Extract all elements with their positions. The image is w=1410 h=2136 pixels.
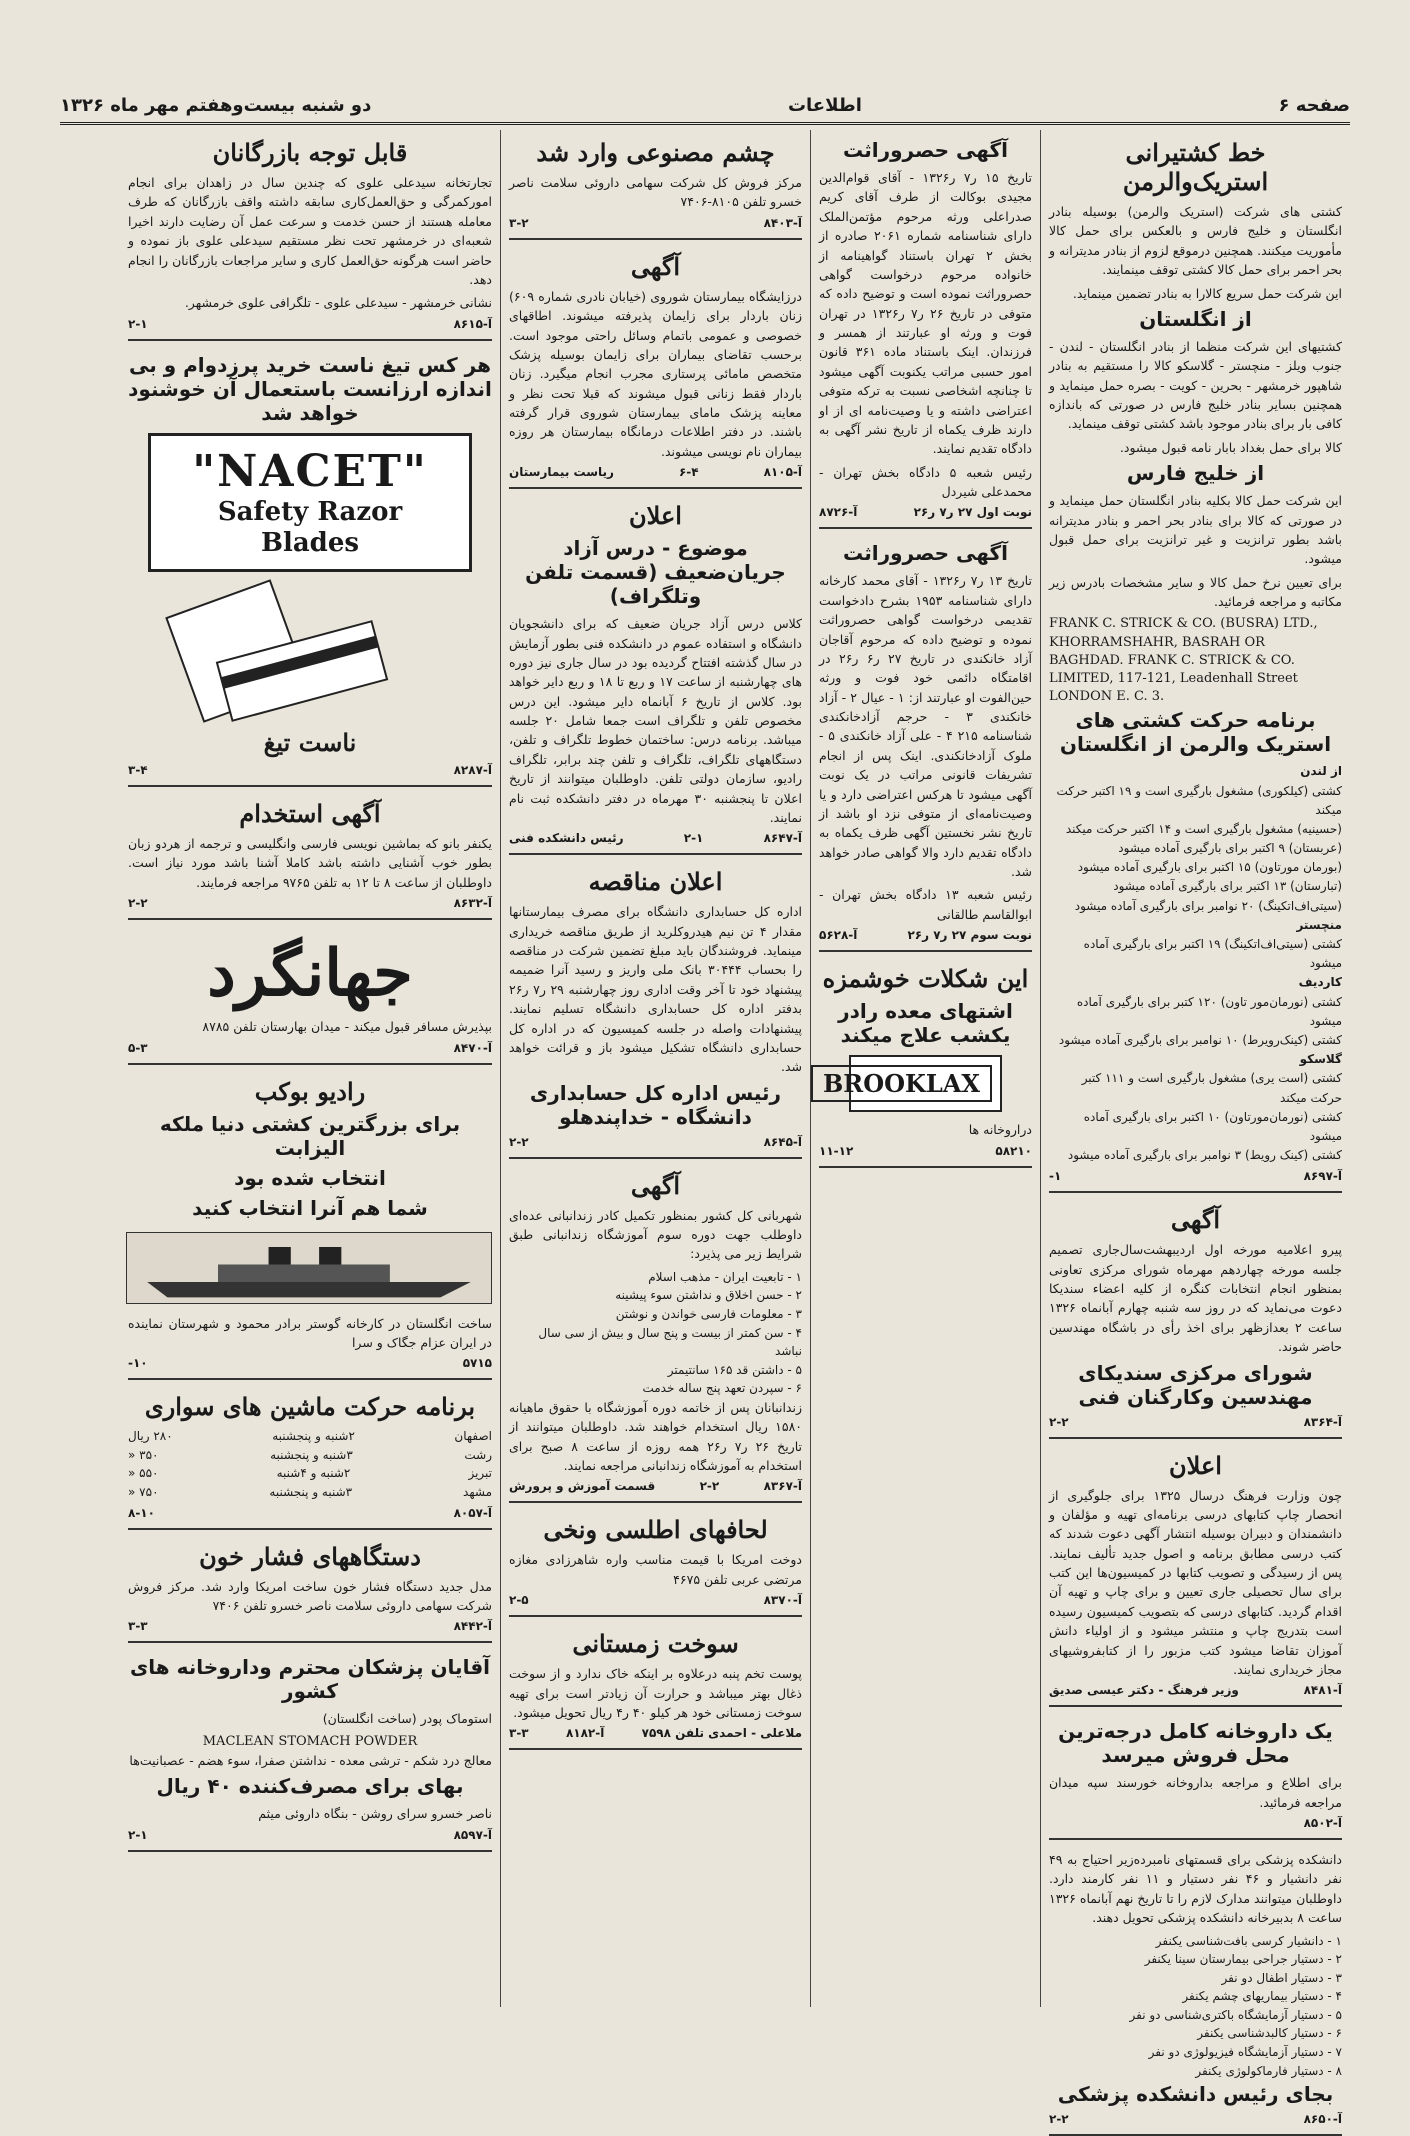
ref-code: آ-۸۱۸۲: [565, 1726, 605, 1741]
schedule-line: (سیتی‌اف‌اتکینگ) ۲۰ نوامبر برای بارگیری آماده میشود: [1074, 898, 1342, 913]
nacet-line-2: Blades: [260, 527, 360, 558]
pharmacy-title: یک داروخانه کامل درجه‌ترین محل فروش میرسد: [1058, 1719, 1333, 1768]
ref-code: ۵۷۱۵: [462, 1356, 492, 1371]
exam-body-2: زندانبانان پس از خاتمه دوره آموزشگاه با حقوق ماهیانه ۱۵۸۰ ریال استخدام خواهند شد. داوطلبان میتوانند از تاریخ ۲۶ ر۷ ر۲۶ همه روزه از ساعت ۸ صبح برای استخدام به آموزشگاه زندانبانی مراجعه نمایند.: [509, 1399, 802, 1474]
nacet-fa: ناست تیغ: [263, 728, 357, 757]
ref-run: ۲-۱: [128, 1827, 148, 1842]
bus-schedule-ad: [128, 1384, 492, 1529]
column-4: [120, 130, 500, 2007]
job-title: آگهی استخدام: [239, 799, 381, 828]
column-2: [810, 130, 1040, 2007]
ad-ref: [509, 831, 802, 845]
ref-code: آ-۸۶۵۰: [1303, 2112, 1342, 2127]
blanket-ad: [509, 1507, 802, 1617]
fuel-body: پوست تخم پنبه درعلاوه بر اینکه خاک ندارد و از سوخت ذغال بهتر میباشد و حرارت آن زیادتر است برای تهیه سوخت زمستانی خود هر کیلو ۴۰ ر۴ ریال تحویل میشود.: [509, 1666, 802, 1720]
candy-title: این شکلات خوشمزه: [822, 964, 1029, 994]
ref-code: آ-۸۴۴۲: [453, 1619, 492, 1634]
ad-ref: [128, 1828, 492, 1842]
from-persian-gulf: از خلیج فارس: [1126, 461, 1265, 486]
maclean-title: آقایان پزشکان محترم وداروخانه های کشور: [129, 1655, 491, 1704]
maclean-ad: [128, 1647, 492, 1851]
bazaar-title: قابل توجه بازرگانان: [212, 138, 408, 167]
bus-city: رشت: [464, 1447, 492, 1462]
announce-body: چون وزارت فرهنگ درسال ۱۳۲۵ برای جلوگیری از انحصار چاپ کتابهای درسی برنامه‌ای تهیه و مؤلفان و دانشمندان و دبیران بوسیله انتشار آگهی دعوت شدند که کتب درسی مطابق برنامه و اصول جدید تألیف نمایند. پس از رسیدگی و تصویب کتابها در کمیسیون‌ها این کتب برای سال تحصیلی جاری تعیین و برای چاپ و تهیه آن اقدام گردید. کتابهای درسی که بتصویب کمیسیون رسیده است بتدریج چاپ و منتشر میشود و از اولیاء دانش آموزان تقاضا میشود کتب مزبور را از کتابفروشیهای مجاز خریداری نمایند.: [1049, 1487, 1342, 1677]
exam-body: شهربانی کل کشور بمنظور تکمیل کادر زندانبانی عده‌ای داوطلب جهت دوره سوم آموزشگاه زندانبانی طبق شرایط زیر می پذیرد:: [509, 1207, 802, 1262]
bus-title: برنامه حرکت ماشین های سواری: [144, 1392, 476, 1422]
notice-sign: شورای مرکزی سندیکای مهندسین وکارگنان فنی: [1078, 1360, 1313, 1409]
course-sign: رئیس دانشکده فنی: [509, 831, 624, 846]
artificial-eye-ad: [509, 130, 802, 240]
list-item: ۱ - دانشیار کرسی بافت‌شناسی یکنفر: [1155, 1933, 1342, 1948]
maclean-body: معالج درد شکم - ترشی معده - نداشتن صفرا، سوء هضم - عصبانیت‌ها: [129, 1752, 492, 1768]
strick-p2: این شرکت حمل سریع کالارا به بنادر تضمین مینماید.: [1072, 285, 1342, 301]
strick-p4: کالا برای حمل بغداد بابار نامه قبول میشود.: [1119, 439, 1342, 455]
ref-run: ۲-۵: [509, 1593, 529, 1608]
column-3: [500, 130, 810, 2007]
ref-run: ۲-۲: [1049, 1414, 1069, 1429]
brooklax-brand: BROOKLAX: [811, 1065, 992, 1102]
ad-ref: [128, 1356, 492, 1370]
university-sign: بجای رئیس دانشکده پزشکی: [1057, 2082, 1334, 2107]
bus-days: ۳شنبه و پنجشنبه: [269, 1485, 353, 1500]
ref-code: آ-۸۳۶۷: [763, 1479, 802, 1494]
ad-ref: [1049, 1169, 1342, 1183]
strick-line-ad: [1049, 130, 1342, 1193]
bus-days: ۳شنبه و پنجشنبه: [270, 1447, 353, 1462]
ref-code: آ-۸۴۸۱: [1303, 1683, 1342, 1698]
table-row: [128, 1446, 492, 1465]
brooklax-ad: [819, 956, 1032, 1167]
nacet-logo-box: [148, 433, 472, 572]
table-row: [128, 1464, 492, 1483]
ref-code: ۵۸۲۱۰: [995, 1143, 1032, 1158]
ref-run: ۲-۲: [128, 896, 148, 911]
strick-address-en: FRANK C. STRICK & CO. (BUSRA) LTD., KHORRAMSHAHR, BASRAH OR BAGHDAD. FRANK C. STRICK & CO. LIMITED, 117-121, Leadenhall Street LONDON E. C. 3.: [1049, 616, 1318, 705]
list-item: ۷ - دستیار آزمایشگاه فیزیولوژی دو نفر: [1148, 2045, 1342, 2060]
ref-run: ۵-۳: [128, 1040, 148, 1055]
maclean-price: بهای برای مصرف‌کننده ۴۰ ریال: [156, 1774, 464, 1799]
list-item: ۲ - حسن اخلاق و نداشتن سوء پیشینه: [615, 1288, 802, 1303]
ref-run: ۱۱-۱۲: [819, 1143, 854, 1158]
schedule-line: (تبارستان) ۱۳ اکتبر برای بارگیری آماده میشود: [1113, 879, 1342, 894]
ref-run: ۳-۳: [128, 1619, 148, 1634]
ref-run: ۲-۱: [683, 831, 704, 846]
table-row: [128, 1483, 492, 1502]
masthead: [60, 88, 1350, 125]
nacet-razor-ad: [128, 345, 492, 787]
hosp-title: آگهی: [630, 251, 681, 281]
tender-sign: رئیس اداره کل حسابداری دانشگاه - خداپندهلو: [529, 1080, 782, 1129]
cardiff: کاردیف: [1298, 975, 1342, 990]
ad-ref: [128, 1619, 492, 1633]
schedule-title: برنامه حرکت کشتی های استریک والرمن از انگلستان: [1059, 708, 1332, 757]
court1-body: تاریخ ۱۵ ر۷ ر۱۳۲۶ - آقای قوام‌الدین مجیدی بوکالت از طرف آقای کریم صدراعلی ورثه مرحوم مؤتمن‌الملک دارای شناسنامه شماره ۲۰۶۱ صادره از بخش ۲ تهران باستناد گواهینامه از خانواده مرحوم درخواست گواهی حصروراثت نموده است و توضیح داده که متوفی در تاریخ ۲۶ ر۷ ر۱۳۲۶ در تهران فوت و ورثه او عبارتند از همسر و فرزندان. اینک باستناد ماده ۳۶۱ قانون امور حسبی مراتب یکنوبت آگهی میشود تا چنانچه اشخاصی نسبت به ترکه متوفی اعتراضی داشته و یا وصیت‌نامه ای از او دارند ظرف یکماه از تاریخ نشر آگهی به دادگاه تقدیم نمایند.: [819, 170, 1032, 457]
from-england: از انگلستان: [1139, 306, 1252, 331]
paper-name: اطلاعات: [787, 94, 862, 116]
bus-price: ۷۵۰ «: [128, 1485, 159, 1500]
notice-body: پیرو اعلامیه مورخه اول اردیبهشت‌سال‌جاری تصمیم جلسه مورخه چهاردهم مهرماه شورای مرکزی تعاونی بمنظور انجام انتخابات کنگره از کلیه اعضاء سندیکا دعوت می‌نماید که در روز سه شنبه چهارم آبانماه ۱۳۲۶ ساعت ۲ بعدازظهر برای اخذ رأی در باشگاه مهندسین حاضر شوند.: [1049, 1242, 1342, 1355]
ref-code: آ-۸۶۹۷: [1303, 1169, 1342, 1184]
ref-code: آ-۸۳۷۰: [763, 1593, 802, 1608]
ad-ref: [128, 896, 492, 910]
jahangard-ad: [128, 924, 492, 1064]
radio-title: رادیو بوکب: [254, 1076, 366, 1106]
list-item: ۵ - دستیار آزمایشگاه باکتری‌شناسی دو نفر: [1129, 2007, 1342, 2022]
ad-ref: [1049, 2112, 1342, 2126]
ref-run: ۲-۲: [699, 1479, 720, 1494]
ship-illustration: [126, 1232, 492, 1304]
court2-title: آگهی حصروراثت: [843, 541, 1008, 566]
ad-ref: [819, 505, 1032, 519]
ad-ref: [819, 928, 1032, 942]
ad-ref: [509, 1726, 802, 1740]
bazaar-body: تجارتخانه سیدعلی علوی که چندین سال در زاهدان برای انجام امورکمرگی و حق‌العمل‌کاری سابقه داشته واقف بازرگانان که طرف معامله هستند از حسن خدمت و سرعت عمل آن رضایت دارند اخیرا شعبه‌ای در خرمشهر تحت نظر مستقیم سیدعلی علوی باز نموده و حاضر است هرگونه حق‌العمل کاری و سایر مراجعات بازرگانان را انجام دهد.: [128, 175, 492, 287]
bus-city: اصفهان: [454, 1429, 492, 1444]
issue-date: دو شنبه بیست‌وهفتم مهر ماه ۱۳۲۶: [60, 94, 372, 116]
ad-ref: [509, 216, 802, 230]
ad-ref: [509, 465, 802, 479]
course-body: کلاس درس آزاد جریان ضعیف که برای دانشجویان دانشگاه و استفاده عموم در دانشکده فنی بطور آزمایش در سال گذشته افتتاح گردیده بود در سال جاری نیز دوره های چهارشنبه از ساعت ۱۷ و ربع تا ۱۸ و ربع دایر خواهد بود. کلاس از تاریخ ۶ آبانماه دایر میشود. این درس مخصوص تلفن و تلگراف است جمعا شامل ۲۰ جلسه میباشد. برنامه درس: ساختمان خطوط تلگراف و تلفن، دستگاههای تلگراف، تلگراف و تلفن چند برابر، تلگراف رادیو، سازمان دولتی تلفن. داوطلبان میتوانند از تاریخ اعلان تا پنجشنبه ۳۰ مهرماه در دفتر دانشکده ثبت نام نمایند.: [509, 616, 803, 825]
schedule-line: کشتی (نورمان‌مور تاون) ۱۲۰ کتبر برای بارگیری آماده میشود: [1076, 994, 1342, 1028]
tender-title: اعلان مناقصه: [588, 867, 723, 897]
from-london: از لندن: [1300, 764, 1342, 779]
column-1: [1040, 130, 1350, 2127]
list-item: ۲ - دستیار جراحی بیمارستان سینا یکنفر: [1144, 1952, 1342, 1967]
list-item: ۵ - داشتن قد ۱۶۵ سانتیمتر: [667, 1362, 802, 1377]
ref-run: ۳-۲: [509, 215, 529, 230]
ad-ref: [1049, 1415, 1342, 1429]
court2-sign: رئیس شعبه ۱۳ دادگاه بخش تهران - ابوالقاسم طالقانی: [819, 887, 1032, 922]
ref-code: آ-۸۴۷۰: [453, 1040, 492, 1055]
nacet-slogan: هر کس تیغ ناست خرید پرزدوام و بی اندازه ارزانست باستعمال آن خوشنود خواهد شد: [128, 352, 492, 425]
ref-date: نوبت اول ۲۷ ر۷ ر۲۶: [913, 505, 1032, 520]
announce-title: اعلان: [1169, 1450, 1222, 1480]
court-notice-1: [819, 130, 1032, 529]
culture-announcement: [1049, 1443, 1342, 1708]
brooklax-box: [822, 1055, 1002, 1112]
schedule-line: کشتی (کیلکوری) مشغول بارگیری است و ۱۹ اکتبر حرکت میکند: [1056, 783, 1342, 817]
ref-code: آ-۸۵۹۷: [453, 1827, 492, 1842]
ad-ref: [128, 1041, 492, 1055]
hosp-body: درزایشگاه بیمارستان شوروی (خیابان نادری شماره ۶۰۹) زنان باردار برای زایمان پذیرفته میشوند. اطاقهای خصوصی و عمومی باتمام وسائل راحتی موجود است. برحسب تقاضای بیماران برای زایمان بوسیله پزشک متخصص مامائی پرستاری مجرب انجام میگیرد. زنان باردار فقط زنانی قبول میشوند که قبلا تحت نظر و معاینه پزشک مامای بیمارستان شوروی قرار گرفته باشند. در دفتر اطلاعات درمانگاه بیمارستان هر روزه بیماران نام نویسی میشوند.: [509, 288, 802, 459]
pharmacy-body: برای اطلاع و مراجعه بداروخانه خورسند سپه میدان مراجعه فرمائید.: [1049, 1775, 1342, 1810]
maclean-addr: ناصر خسرو سرای روشن - بنگاه داروئی میثم: [258, 1806, 492, 1822]
razor-blade-pack-image: [162, 586, 462, 716]
medical-school-ad: [1049, 1844, 1342, 2136]
bp-body: مدل جدید دستگاه فشار خون ساخت امریکا وارد شد. مرکز فروش شرکت سهامی داروئی سلامت ناصر خسرو تلفن ۷۴۰۶: [128, 1578, 492, 1613]
schedule-line: کشتی (نورمان‌مورتاون) ۱۰ اکتبر برای بارگیری آماده میشود: [1083, 1109, 1342, 1143]
blanket-body: دوخت امریکا با قیمت مناسب واره شاهرزادی مغازه مرتضی عربی تلفن ۴۶۷۵: [509, 1552, 802, 1587]
schedule-line: (عربستان) ۹ اکتبر برای بارگیری آماده میشود: [1118, 841, 1342, 856]
university-body: دانشکده پزشکی برای قسمتهای نامبرده‌زیر احتیاج به ۴۹ نفر دانشیار و ۴۶ نفر دستیار و ۱۱ نفر کارمند دارد. داوطلبان میتوانند مدارک لازم را تا تاریخ نهم آبانماه ۱۳۲۶ ساعت ۸ بدبیرخانه دانشکده پزشکی تحویل دهند.: [1049, 1852, 1342, 1926]
schedule-line: کشتی (است یری) مشغول بارگیری است و ۱۱۱ کتبر حرکت میکند: [1081, 1071, 1342, 1105]
exam-title: آگهی: [630, 1170, 681, 1200]
ref-run: ۲-۲: [509, 1134, 529, 1149]
tender-body: اداره کل حسابداری دانشگاه برای مصرف بیمارستانها مقدار ۴ تن نیم هیدروکلرید از طریق مناقصه خریداری مینماید. فروشندگان باید مبلغ تضمین شرکت در مناقصه را بحساب ۳۰۴۴۴ بانک ملی واریز و رسید آنرا ضمیمه پیشنهاد خود تا آخر وقت اداری روز چهارشنبه ۲۹ ر۷ ر۲۶ بدفتر اداره کل حسابداری دانشگاه تسلیم نمایند. پیشنهادات واصله در جلسه کمیسیون که در اداره کل حسابداری دانشگاه تشکیل میشود باز و قرائت خواهد شد.: [509, 904, 803, 1075]
radio-footer: ساخت انگلستان در کارخانه گوستر برادر محمود و شهرستان نماینده در ایران عزام جگاک و سرا: [128, 1315, 492, 1350]
ref-code: آ-۸۲۸۷: [453, 763, 492, 777]
strick-p1: کشتی های شرکت (استریک والرمن) بوسیله بنادر انگلستان و خلیج فارس و بالعکس برای حمل کالا مأموریت میکنند. همچنین درموقع لزوم از بنادر مدیترانه و بحر احمر برای حمل کالا کشتی توقف مینمایند.: [1049, 204, 1342, 278]
ref-code: آ-۸۱۰۵: [763, 465, 802, 480]
ad-ref: [1049, 1683, 1342, 1697]
bus-table: [128, 1427, 492, 1501]
ref-code: آ-۸۴۰۳: [763, 215, 802, 230]
ad-ref: [509, 1479, 802, 1493]
bp-title: دستگاههای فشار خون: [199, 1541, 421, 1571]
ad-ref: [819, 1144, 1032, 1158]
strick-p5: این شرکت حمل کالا بکلیه بنادر انگلستان حمل مینماید و در صورتی که کالا برای بنادر بحر احمر و بنادر مدیترانه باشد بطور ترانزیت و غیر ترانزیت برای حمل قبول میشود.: [1049, 493, 1342, 567]
radio-line-1: برای بزرگترین کشتی دنیا ملکه الیزابت: [159, 1111, 461, 1160]
bazaar-address: نشانی خرمشهر - سیدعلی علوی - تلگرافی علوی خرمشهر.: [184, 295, 492, 311]
bus-price: ۲۸۰ ریال: [128, 1429, 173, 1444]
schedule-line: کشتی (کینک رویط) ۳ نوامبر برای بارگیری آماده میشود: [1067, 1148, 1342, 1163]
maclean-sub: استوماک پودر (ساخت انگلستان): [322, 1711, 492, 1727]
table-row: [128, 1427, 492, 1446]
ad-ref: [509, 1135, 802, 1149]
list-item: ۸ - دستیار فارماکولوژی یکنفر: [1195, 2063, 1342, 2078]
strick-p3: کشتیهای این شرکت منظما از بنادر انگلستان - لندن - جنوب ویلز - منچستر - گلاسکو کالا را مستقیم به بنادر شاهپور خرمشهر - بحرین - کویت - بصره حمل مینماید و همچنین بسایر بنادر خلیج فارس در صورتی که باندازه کافی بار برای بنادر موجود باشد کشتی توقف مینماید.: [1049, 338, 1342, 432]
radio-line-2: انتخاب شده بود: [234, 1165, 386, 1190]
blood-pressure-ad: [128, 1534, 492, 1644]
bus-city: مشهد: [463, 1485, 492, 1500]
fuel-ad: [509, 1621, 802, 1750]
candy-footer: دراروخانه ها: [968, 1122, 1032, 1138]
radio-ad: [128, 1069, 492, 1381]
ad-ref: [509, 1593, 802, 1607]
ref-run: ۸-۱۰: [128, 1505, 155, 1520]
prison-guard-ad: [509, 1163, 802, 1504]
eye-title: چشم مصنوعی وارد شد: [536, 138, 775, 167]
ref-code: آ-۸۶۴۷: [763, 831, 802, 846]
ref-run: ۳-۴: [128, 763, 148, 777]
schedule-line: کشتی (کینک‌رویر‌ط) ۱۰ نوامبر برای بارگیری آماده میشود: [1058, 1032, 1342, 1047]
ad-ref: [128, 1506, 492, 1520]
ad-ref: [128, 317, 492, 331]
bus-city: تبریز: [468, 1466, 492, 1481]
fuel-sign: ملاعلی - احمدی تلفن ۷۵۹۸: [641, 1726, 802, 1741]
ad-ref: [128, 763, 492, 777]
telecom-course-ad: [509, 493, 802, 855]
list-item: ۴ - دستیار بیماریهای چشم یکنفر: [1182, 1989, 1342, 2004]
glasgow: گلاسکو: [1299, 1052, 1342, 1067]
ref-code: آ-۸۵۰۲: [1303, 1816, 1342, 1830]
blanket-title: لحافهای اطلسی ونخی: [543, 1515, 768, 1545]
fuel-title: سوخت زمستانی: [572, 1629, 739, 1659]
schedule: [1049, 762, 1342, 1165]
court1-title: آگهی حصروراثت: [843, 138, 1008, 162]
list-item: ۶ - دستیار کالبدشناسی یکنفر: [1197, 2026, 1342, 2041]
engineers-notice: [1049, 1197, 1342, 1438]
schedule-line: کشتی (سیتی‌اف‌اتکینگ) ۱۹ اکتبر برای بارگیری آماده میشود: [1083, 937, 1342, 971]
hospital-notice: [509, 244, 802, 489]
course-subject: موضوع - درس آزاد جریان‌ضعیف (قسمت تلفن وتلگراف): [525, 536, 786, 609]
bus-days: ۲شنبه و پنجشنبه: [272, 1429, 355, 1444]
jahangard-title: جهانگرد: [207, 936, 413, 1012]
exam-sign: قسمت آموزش و پرورش: [509, 1479, 656, 1494]
list-item: ۶ - سپردن تعهد پنج ساله خدمت: [642, 1381, 802, 1396]
job-ad: [128, 791, 492, 920]
schedule-line: (بورمان مورتاون) ۱۵ اکتبر برای بارگیری آماده میشود: [1077, 860, 1342, 875]
page-label: صفحه ۶: [1278, 94, 1350, 116]
ref-code: آ-۸۷۲۶: [819, 505, 858, 520]
court-notice-2: [819, 533, 1032, 952]
ad-ref: [1049, 1816, 1342, 1830]
ref-run: ۱۰-: [128, 1356, 148, 1371]
ref-run: ۱-: [1049, 1169, 1062, 1184]
eye-body: مرکز فروش کل شرکت سهامی داروئی سلامت ناصر خسرو تلفن ۸۱۰۵-۷۴۰۶: [509, 175, 802, 210]
notice-title: آگهی: [1170, 1205, 1221, 1235]
ref-code: آ-۸۶۳۲: [453, 896, 492, 911]
jahangard-body: بپذیرش مسافر قبول میکند - میدان بهارستان تلفن ۸۷۸۵: [202, 1019, 492, 1035]
exam-list: [509, 1268, 802, 1398]
job-body: یکنفر بانو که بماشین نویسی فارسی وانگلیسی و ترجمه از هردو زبان بطور خوب آشنایی داشته باشد کاملا آشنا باشد مورد نیاز است. داوطلبان از ساعت ۸ تا ۱۲ به تلفن ۹۷۶۵ مراجعه فرمایند.: [128, 836, 492, 890]
bus-price: ۳۵۰ «: [128, 1447, 159, 1462]
ref-run: ۲-۲: [1049, 2112, 1069, 2127]
radio-line-3: شما هم آنرا انتخاب کنید: [192, 1195, 428, 1220]
strick-title: خط کشتیرانی استریک‌والرمن: [1122, 138, 1269, 196]
university-list: [1049, 1932, 1342, 2081]
ref-run: ۲-۱: [128, 316, 148, 331]
nacet-line-1: Safety Razor: [217, 496, 403, 527]
announce-sign: وزیر فرهنگ - دکتر عیسی صدیق: [1049, 1683, 1239, 1698]
nacet-brand: "NACET": [192, 445, 428, 497]
candy-sub: اشتهای معده رادر یکشب علاج میکند: [838, 999, 1013, 1048]
hosp-sign: ریاست بیمارستان: [509, 465, 614, 480]
manchester: منچستر: [1296, 917, 1342, 932]
schedule-line: (حسینیه) مشغول بارگیری است و ۱۴ اکتبر حرکت میکند: [1065, 821, 1342, 836]
ref-code: آ-۸۶۱۵: [453, 316, 492, 331]
court2-body: تاریخ ۱۳ ر۷ ر۱۳۲۶ - آقای محمد کارخانه دارای شناسنامه ۱۹۵۳ بشرح دادخواست تقدیمی درخواست گواهی حصروراثت نموده و توضیح داده که مرحوم آقاجان آزاد خانکندی در تاریخ ۲۷ ر۶ ر۲۶ در اقامتگاه دائمی خود فوت و ورثه حین‌الفوت او عبارتند از: ۱ - عیال ۲ - آزاد خانکندی ۳ - حرجم آزادخانکندی شناسنامه ۲۱۵ ۴ - علی آزاد خانکندی ۵ - ملوک آزادخانکندی. اینک پس از انجام تشریفات قانونی مراتب در یک نوبت آگهی میشود تا هرکس اعتراضی دارد و یا وصیت‌نامه‌ای از متوفی نزد او باشد از تاریخ نشر نخستین آگهی ظرف یکماه به دادگاه تقدیم دارد والا گواهی صادر خواهد شد.: [819, 573, 1033, 879]
ref-run: ۳-۳: [509, 1726, 529, 1741]
list-item: ۳ - دستیار اطفال دو نفر: [1221, 1970, 1342, 1985]
bus-days: ۲شنبه و ۴شنبه: [276, 1466, 351, 1481]
ref-code: آ-۸۶۴۵: [763, 1134, 802, 1149]
merchants-notice: [128, 130, 492, 341]
list-item: ۱ - تابعیت ایران - مذهب اسلام: [648, 1269, 802, 1284]
bus-price: ۵۵۰ «: [128, 1466, 159, 1481]
strick-p6: برای تعیین نرخ حمل کالا و سایر مشخصات بادرس زیر مکاتبه و مراجعه فرمائید.: [1049, 574, 1342, 609]
pharmacy-sale-ad: [1049, 1711, 1342, 1840]
court1-sign: رئیس شعبه ۵ دادگاه بخش تهران - محمدعلی شیردل: [819, 464, 1033, 499]
ref-code: آ-۸۳۶۴: [1303, 1414, 1342, 1429]
ref-date: نوبت سوم ۲۷ ر۷ ر۲۶: [907, 928, 1032, 943]
ref-run: ۶-۴: [678, 465, 699, 480]
list-item: ۴ - سن کمتر از بیست و پنج سال و بیش از سی سال نباشد: [538, 1325, 802, 1359]
ref-code: آ-۵۶۲۸: [819, 928, 858, 943]
ref-code: آ-۸۰۵۷: [453, 1505, 492, 1520]
list-item: ۳ - معلومات فارسی خواندن و نوشتن: [615, 1306, 802, 1321]
course-title: اعلان: [629, 501, 682, 531]
tender-ad: [509, 859, 802, 1158]
maclean-en: MACLEAN STOMACH POWDER: [202, 1733, 418, 1749]
